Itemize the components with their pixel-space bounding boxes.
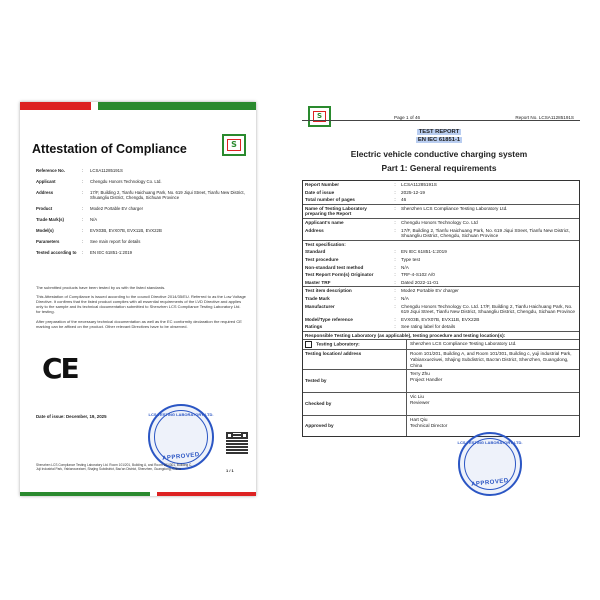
field-value: LCSA11285191S: [90, 168, 123, 173]
field-value: See main report for details: [90, 239, 141, 245]
checkbox[interactable]: [305, 341, 312, 348]
field-label: Trade Mark(s): [36, 217, 64, 223]
lcs-logo-letter: S: [227, 139, 241, 151]
stamp-approved-text: APPROVED: [161, 452, 201, 462]
page-number: Page 1 of 46: [394, 115, 421, 120]
field-tested-according: Tested according to : EN IEC 61851-1:2019: [36, 250, 250, 255]
field-label: Parameters: [36, 239, 60, 245]
field-product: Product : Mode2 Portable EV charger: [36, 206, 250, 211]
field-applicant: Applicant : Chengdu Honors Technology Co. Ltd.: [36, 179, 250, 184]
header-divider: [302, 120, 580, 121]
stamp-approved-text: APPROVED: [470, 478, 510, 488]
paragraph-tested: The submitted products have been tested by us with the listed standards.: [36, 285, 166, 290]
row-approved-by: Approved by Hart Qiu Technical Director: [303, 416, 579, 436]
row-trf-originator: Test Report Form(s) Originator : TRF-4-S102 A/0: [305, 272, 435, 278]
field-parameters: Parameters : See main report for details: [36, 239, 250, 244]
main-title: Electric vehicle conductive charging system: [350, 149, 528, 159]
row-test-procedure: Test procedure : Type test: [305, 256, 421, 262]
top-color-bar: [20, 102, 256, 110]
lcs-logo: [222, 134, 246, 156]
paragraph-ce-marking: After preparation of the necessary technical documentation as well as the EC conformity declaration the required CE marking can be affixed on the product. Other relevant Directives have to be observed.: [36, 319, 242, 330]
attestation-certificate: [20, 102, 256, 496]
certificate-title: Attestation of Compliance: [32, 142, 187, 156]
field-value: 17/F, Building 2, Tianfu Haichuang Park, No. 619 Jiqui Street, Tianfu New District, Shuangliu District, Chengdu, Sichuan Province: [90, 190, 245, 201]
issue-date: Date of issue: December, 19, 2025: [36, 414, 107, 419]
row-standard: Standard : EN IEC 61851-1:2019: [305, 249, 447, 255]
row-date-of-issue: Date of issue : 2025-12-19: [305, 189, 425, 195]
qr-code-icon: [226, 432, 248, 454]
row-responsible-heading: Responsible Testing Laboratory (as applicable), testing procedure and testing location(s):: [303, 332, 579, 341]
field-label: Product: [36, 206, 53, 212]
row-test-item: Test item description : Mode2 Portable EV charger: [305, 288, 459, 294]
field-value: EVX03B, EVX07B, EVX11B, EVX22B: [90, 228, 162, 234]
approved-stamp: [458, 432, 522, 496]
row-testing-location: Testing location/ address Room 101/201, Building A, and Room 101/301, Building c, yuji industrial Park, Yabianxueziwei, Shajing Subdistrict, Bao'an District, Shenzhen, Guangdong, China: [303, 350, 579, 370]
row-checked-by: Checked by Vic Liu Reviewer: [303, 393, 579, 416]
row-report-number: Report Number : LCSA11285191S: [305, 182, 437, 187]
row-address: Address : 17/F, Building 2, Tianfu Haichuang Park, No. 619 Jiqui Street, Tianfu New District, Shuangliu District, Chengdu, Sichuan Province: [303, 227, 579, 241]
stamp-lab-name: LCS TESTING LABORATORY LTD.: [148, 412, 214, 417]
field-value: Chengdu Honors Technology Co. Ltd.: [90, 179, 162, 184]
test-report-page: [298, 102, 580, 496]
row-manufacturer: Manufacturer : Chengdu Honors Technology Co. Ltd. 17/F, Building 2, Tianfu Haichuang Park, No. 619 Jiqui Street, Tianfu New District, Shuangliu District, Chengdu, Sichuan Province: [305, 303, 576, 315]
field-models: Model(s) : EVX03B, EVX07B, EVX11B, EVX22B: [36, 228, 250, 233]
page-count: 1 / 1: [226, 468, 234, 473]
field-value: EN IEC 61851-1:2019: [90, 250, 133, 256]
test-report-heading: TEST REPORT: [418, 129, 460, 135]
paragraph-directive: This Attestation of Compliance is issued according to the council Directive 2014/35/EU. Referred to as the Low Voltage Directive. It confirms that the listed product complies with all essential requirements of the LVD Directive and applies only to the sample and its technical documentation submitted to Shenzhen LCS Compliance Testing Laboratory Ltd. for testing.: [36, 294, 246, 315]
lcs-logo-letter: S: [313, 111, 326, 122]
footer-address: Shenzhen LCS Compliance Testing Laboratory Ltd. Room 101/201, Building A, and Room 101/301, Building C, Juji Industrial Park, Yabianxueziwei, Shajing Subdistrict, Bao'an District, Shenzhen, Guangdong, China: [36, 463, 193, 471]
row-test-spec-heading: Test specification:: [305, 241, 346, 247]
row-testing-laboratory: Testing Laboratory: Shenzhen LCS Compliance Testing Laboratory Ltd.: [303, 340, 579, 350]
ce-mark: CE: [42, 352, 78, 385]
row-applicant: Applicant's name : Chengdu Honors Technology Co. Ltd: [305, 219, 478, 225]
bottom-color-bar: [20, 492, 256, 496]
field-label: Tested according to: [36, 250, 77, 256]
row-non-standard: Non-standard test method : N/A: [305, 264, 409, 270]
part-title: Part 1: General requirements: [381, 163, 497, 173]
row-lab-name: Name of Testing Laboratory preparing the Report : Shenzhen LCS Compliance Testing Laboratory Ltd.: [303, 205, 579, 219]
field-value: Mode2 Portable EV charger: [90, 206, 144, 212]
field-reference: Reference No. : LCSA11285191S: [36, 168, 250, 173]
stamp-lab-name: LCS TESTING LABORATORY LTD.: [457, 440, 523, 445]
row-trade-mark: Trade Mark : N/A: [305, 295, 409, 301]
field-label: Address: [36, 190, 54, 195]
row-tested-by: Tested by Terry Zhu Project Handler: [303, 370, 579, 393]
field-label: Applicant: [36, 179, 56, 184]
row-total-pages: Total number of pages : 46: [303, 196, 579, 205]
field-trademark: Trade Mark(s) : N/A: [36, 217, 250, 222]
field-address: Address : 17/F, Building 2, Tianfu Haichuang Park, No. 619 Jiqui Street, Tianfu New District, Shuangliu District, Chengdu, Sichuan Province: [36, 190, 250, 201]
certificate-fields: [36, 168, 250, 261]
field-label: Reference No.: [36, 168, 65, 173]
row-ratings: Ratings : See rating label for details: [303, 323, 579, 332]
field-label: Model(s): [36, 228, 54, 234]
field-value: N/A: [90, 217, 98, 223]
report-number-header: Report No. LCSA11285191S: [515, 115, 574, 120]
standard-heading: EN IEC 61851-1: [417, 137, 461, 143]
row-model-reference: Model/Type reference : EVX03B, EVX07B, EVX11B, EVX22B: [305, 316, 480, 322]
report-table: [302, 180, 580, 437]
lcs-logo: [308, 106, 331, 127]
approved-stamp: [148, 404, 214, 470]
row-master-trf: Master TRF : Dated 2022-11-01: [303, 279, 579, 288]
